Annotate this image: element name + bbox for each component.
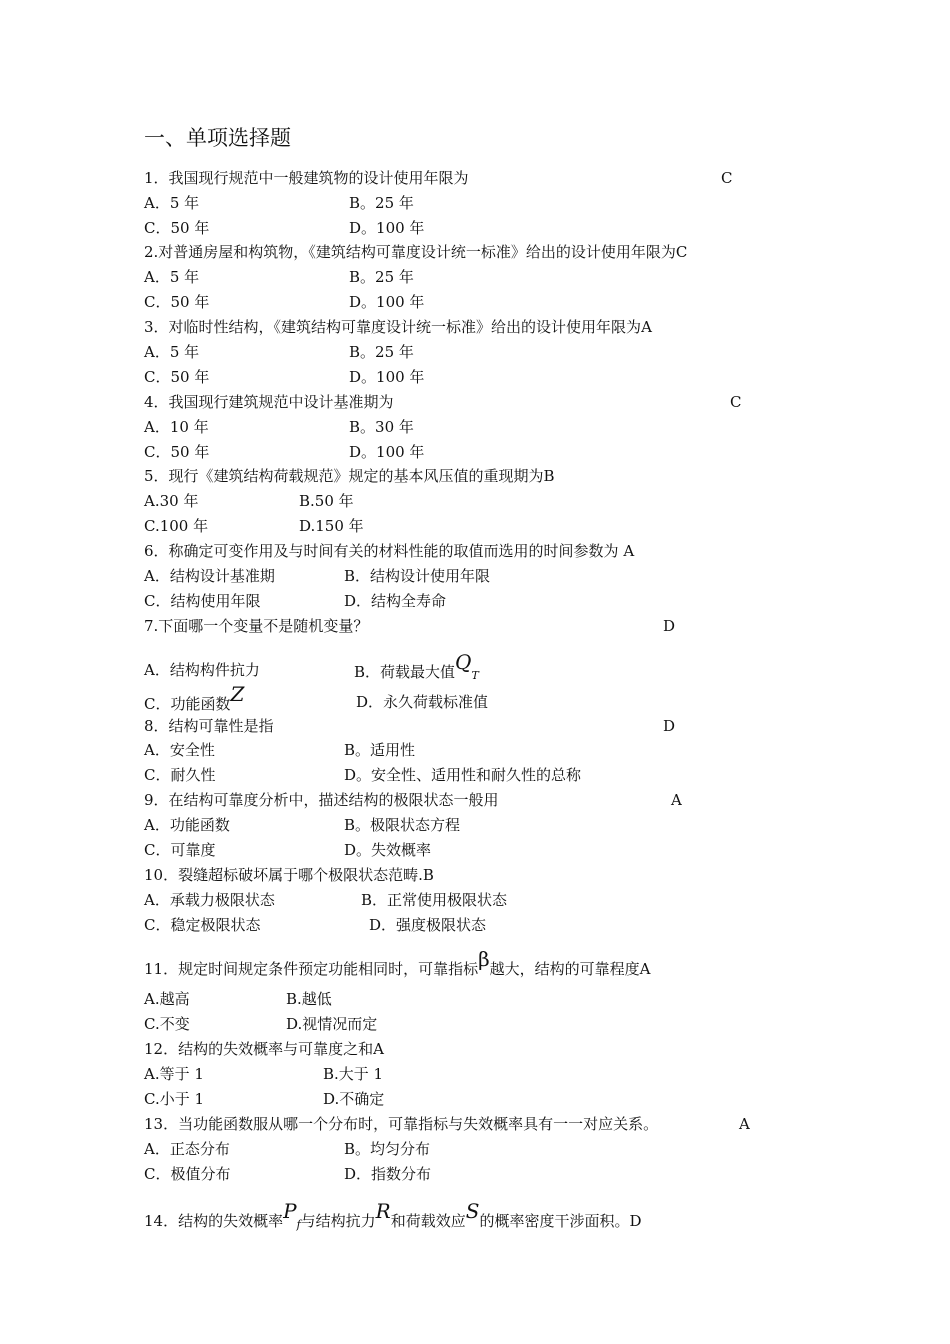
symbol-q: Q [455, 650, 472, 674]
option-7c: C．功能函数Z [144, 682, 245, 713]
option-3c: C．50 年 [144, 368, 210, 386]
option-10b: B．正常使用极限状态 [361, 891, 508, 909]
option-13d: D．指数分布 [344, 1165, 432, 1183]
option-8d: D。安全性、适用性和耐久性的总称 [344, 766, 582, 784]
option-8b: B。适用性 [344, 741, 416, 759]
option-12b: B.大于 1 [323, 1065, 384, 1083]
symbol-z: Z [230, 682, 245, 706]
option-5c: C.100 年 [144, 517, 209, 535]
option-8a: A．安全性 [144, 741, 215, 759]
option-7a: A．结构构件抗力 [144, 661, 260, 679]
question-6: 6．称确定可变作用及与时间有关的材料性能的取值而选用的时间参数为 A [144, 542, 635, 560]
option-13a: A．正态分布 [144, 1140, 230, 1158]
option-7b: B．荷载最大值QT [354, 650, 479, 682]
question-9: 9．在结构可靠度分析中，描述结构的极限状态一般用 [144, 791, 499, 809]
option-6c: C．结构使用年限 [144, 592, 261, 610]
answer-9: A [671, 791, 682, 809]
answer-8: D [663, 717, 676, 735]
option-2b: B。25 年 [349, 268, 414, 286]
answer-13: A [739, 1115, 750, 1133]
question-3: 3．对临时性结构，《建筑结构可靠度设计统一标准》给出的设计使用年限为A [144, 318, 652, 336]
option-6d: D．结构全寿命 [344, 592, 447, 610]
option-11d: D.视情况而定 [286, 1015, 378, 1033]
question-4: 4．我国现行建筑规范中设计基准期为 [144, 393, 394, 411]
option-2a: A．5 年 [144, 268, 200, 286]
option-1b: B。25 年 [349, 194, 414, 212]
symbol-beta: β [478, 947, 490, 971]
answer-5: B [543, 467, 555, 485]
symbol-q-subscript: T [471, 669, 479, 682]
symbol-p: P [283, 1199, 297, 1223]
option-6b: B．结构设计使用年限 [344, 567, 491, 585]
option-13c: C．极值分布 [144, 1165, 231, 1183]
symbol-p-subscript: f [296, 1218, 301, 1231]
option-9a: A．功能函数 [144, 816, 230, 834]
option-3a: A．5 年 [144, 343, 200, 361]
answer-14: D [629, 1212, 642, 1230]
option-9c: C．可靠度 [144, 841, 216, 859]
symbol-s: S [465, 1199, 480, 1223]
option-4b: B。30 年 [349, 418, 414, 436]
answer-4: C [730, 393, 742, 411]
option-5a: A.30 年 [144, 492, 199, 510]
option-7d: D．永久荷载标准值 [356, 693, 489, 711]
question-13: 13．当功能函数服从哪一个分布时，可靠指标与失效概率具有一一对应关系。 [144, 1115, 659, 1133]
symbol-r: R [375, 1199, 391, 1223]
option-9d: D。失效概率 [344, 841, 432, 859]
option-8c: C．耐久性 [144, 766, 216, 784]
option-12c: C.小于 1 [144, 1090, 205, 1108]
option-4d: D。100 年 [349, 443, 425, 461]
option-4a: A．10 年 [144, 418, 209, 436]
option-1d: D。100 年 [349, 219, 425, 237]
question-5: 5．现行《建筑结构荷载规范》规定的基本风压值的重现期为B [144, 467, 555, 485]
option-11c: C.不变 [144, 1015, 190, 1033]
option-1c: C．50 年 [144, 219, 210, 237]
question-1: 1．我国现行规范中一般建筑物的设计使用年限为 [144, 169, 469, 187]
answer-11: A [639, 960, 651, 978]
question-2: 2.对普通房屋和构筑物，《建筑结构可靠度设计统一标准》给出的设计使用年限为C [144, 243, 688, 261]
answer-2: C [675, 243, 688, 261]
option-10a: A．承载力极限状态 [144, 891, 275, 909]
answer-10: B [422, 866, 434, 884]
question-11: 11．规定时间规定条件预定功能相同时，可靠指标β越大，结构的可靠程度A [144, 947, 651, 978]
option-10d: D．强度极限状态 [369, 916, 487, 934]
answer-6: A [623, 542, 635, 560]
option-11a: A.越高 [144, 990, 190, 1008]
option-11b: B.越低 [286, 990, 332, 1008]
option-12d: D.不确定 [323, 1090, 385, 1108]
question-12: 12．结构的失效概率与可靠度之和A [144, 1040, 384, 1058]
option-12a: A.等于 1 [144, 1065, 204, 1083]
answer-1: C [721, 169, 733, 187]
section-heading: 一、单项选择题 [144, 126, 291, 150]
question-10: 10．裂缝超标破坏属于哪个极限状态范畴.B [144, 866, 434, 884]
question-8: 8．结构可靠性是指 [144, 717, 274, 735]
option-3d: D。100 年 [349, 368, 425, 386]
option-10c: C．稳定极限状态 [144, 916, 261, 934]
option-5b: B.50 年 [299, 492, 354, 510]
option-2c: C．50 年 [144, 293, 210, 311]
option-2d: D。100 年 [349, 293, 425, 311]
question-14: 14．结构的失效概率Pf与结构抗力R和荷载效应S的概率密度干涉面积。D [144, 1199, 642, 1231]
option-6a: A．结构设计基准期 [144, 567, 275, 585]
option-5d: D.150 年 [299, 517, 364, 535]
option-1a: A．5 年 [144, 194, 200, 212]
question-7: 7.下面哪一个变量不是随机变量？ [144, 617, 369, 635]
answer-7: D [663, 617, 676, 635]
answer-3: A [641, 318, 652, 336]
option-9b: B。极限状态方程 [344, 816, 461, 834]
option-3b: B。25 年 [349, 343, 414, 361]
answer-12: A [373, 1040, 384, 1058]
option-13b: B。均匀分布 [344, 1140, 431, 1158]
option-4c: C．50 年 [144, 443, 210, 461]
